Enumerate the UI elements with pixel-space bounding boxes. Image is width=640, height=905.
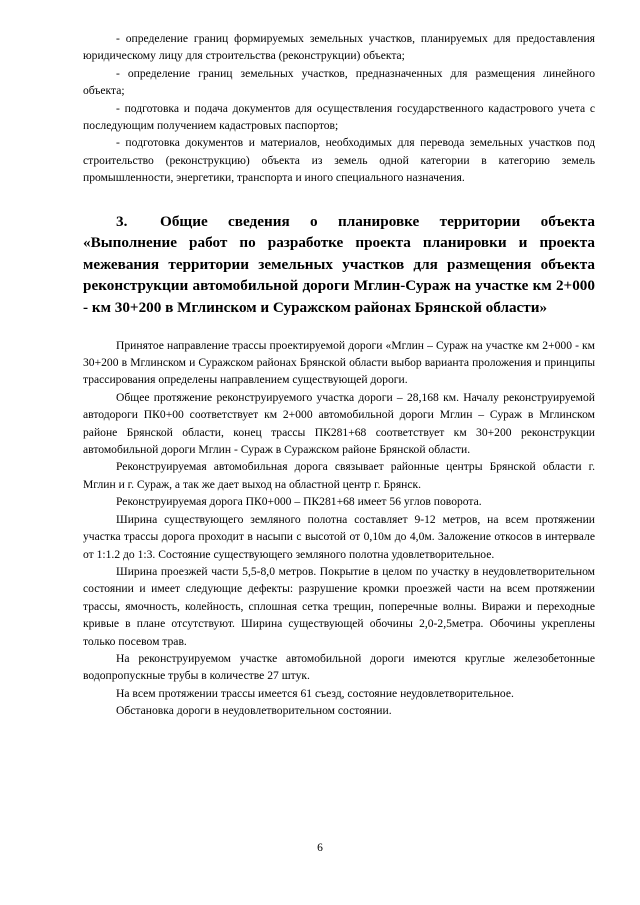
list-item: - определение границ формируемых земельных участков, планируемых для предоставления юридическому лицу для строительства (реконструкции) объекта; — [83, 32, 595, 63]
paragraph: На реконструируемом участке автомобильной дороги имеются круглые железобетонные водопропускные трубы в количестве 27 штук. — [83, 651, 595, 683]
list-item: - определение границ земельных участков, предназначенных для размещения линейного объекта; — [83, 66, 595, 98]
paragraph: Реконструируемая автомобильная дорога связывает районные центры Брянской области г. Мглин и г. Сураж, а так же дает выход на областной центр г. Брянск. — [83, 460, 595, 491]
document-page — [83, 30, 595, 720]
paragraph: Ширина проезжей части 5,5-8,0 метров. Покрытие в целом по участку в неудовлетворительном состоянии и имеет следующие дефекты: разрушение кромки проезжей части на всем протяжении трассы, ямочность, колейность, сплошная сетка трещин, поперечные волны. Виражи и переходные кривые в плане отсутствуют. Ширина существующей обочины 2,0-2,5метра. Обочины укреплены только посевом трав. — [83, 564, 595, 648]
paragraph: Ширина существующего земляного полотна составляет 9-12 метров, на всем протяжении участка трассы дорога проходит в насыпи с высотой от 0,10м до 4,0м. Заложение откосов в интервале от 1:1.2 до 1:3. Состояние существующего земляного полотна удовлетворительное. — [83, 512, 595, 561]
section-title: Общие сведения о планировке территории объекта «Выполнение работ по разработке проекта планировки и проекта межевания территории земельных участков для размещения объекта реконструкции автомобильной дороги Мглин-Сураж на участке км 2+000 - км 30+200 в Мглинском и Суражском районах Брянской области» — [83, 212, 595, 317]
section-number: 3. — [116, 212, 128, 230]
requirements-list — [83, 30, 595, 187]
paragraph: Принятое направление трассы проектируемой дороги «Мглин – Сураж на участке км 2+000 - км 30+200 в Мглинском и Суражском районах Брянской области выбор варианта проложения и принципы трассирования определены направлением существующей дороги. — [83, 338, 595, 387]
paragraph: Реконструируемая дорога ПК0+000 – ПК281+68 имеет 56 углов поворота. — [116, 495, 482, 509]
section-body — [83, 337, 595, 720]
list-item: - подготовка и подача документов для осуществления государственного кадастрового учета с последующим получением кадастровых паспортов; — [83, 101, 595, 133]
paragraph: На всем протяжении трассы имеется 61 съезд, состояние неудовлетворительное. — [116, 686, 514, 700]
paragraph: Общее протяжение реконструируемого участка дороги – 28,168 км. Началу реконструируемой автодороги ПК0+00 соответствует км 2+000 автомобильной дороги Мглин – Сураж в Мглинском районе Брянской области, конец трассы ПК281+68 соответствует км 30+200 реконструкции автомобильной дороги Мглин - Сураж в Суражском районе Брянской области. — [83, 390, 595, 457]
paragraph: Обстановка дороги в неудовлетворительном состоянии. — [116, 704, 392, 718]
page-number: 6 — [317, 842, 323, 854]
list-item: - подготовка документов и материалов, необходимых для перевода земельных участков под строительство (реконструкцию) объекта из земель одной категории в категорию земель промышленности, энергетики, транспорта и иного специального назначения. — [83, 136, 595, 185]
section-heading — [83, 211, 595, 319]
